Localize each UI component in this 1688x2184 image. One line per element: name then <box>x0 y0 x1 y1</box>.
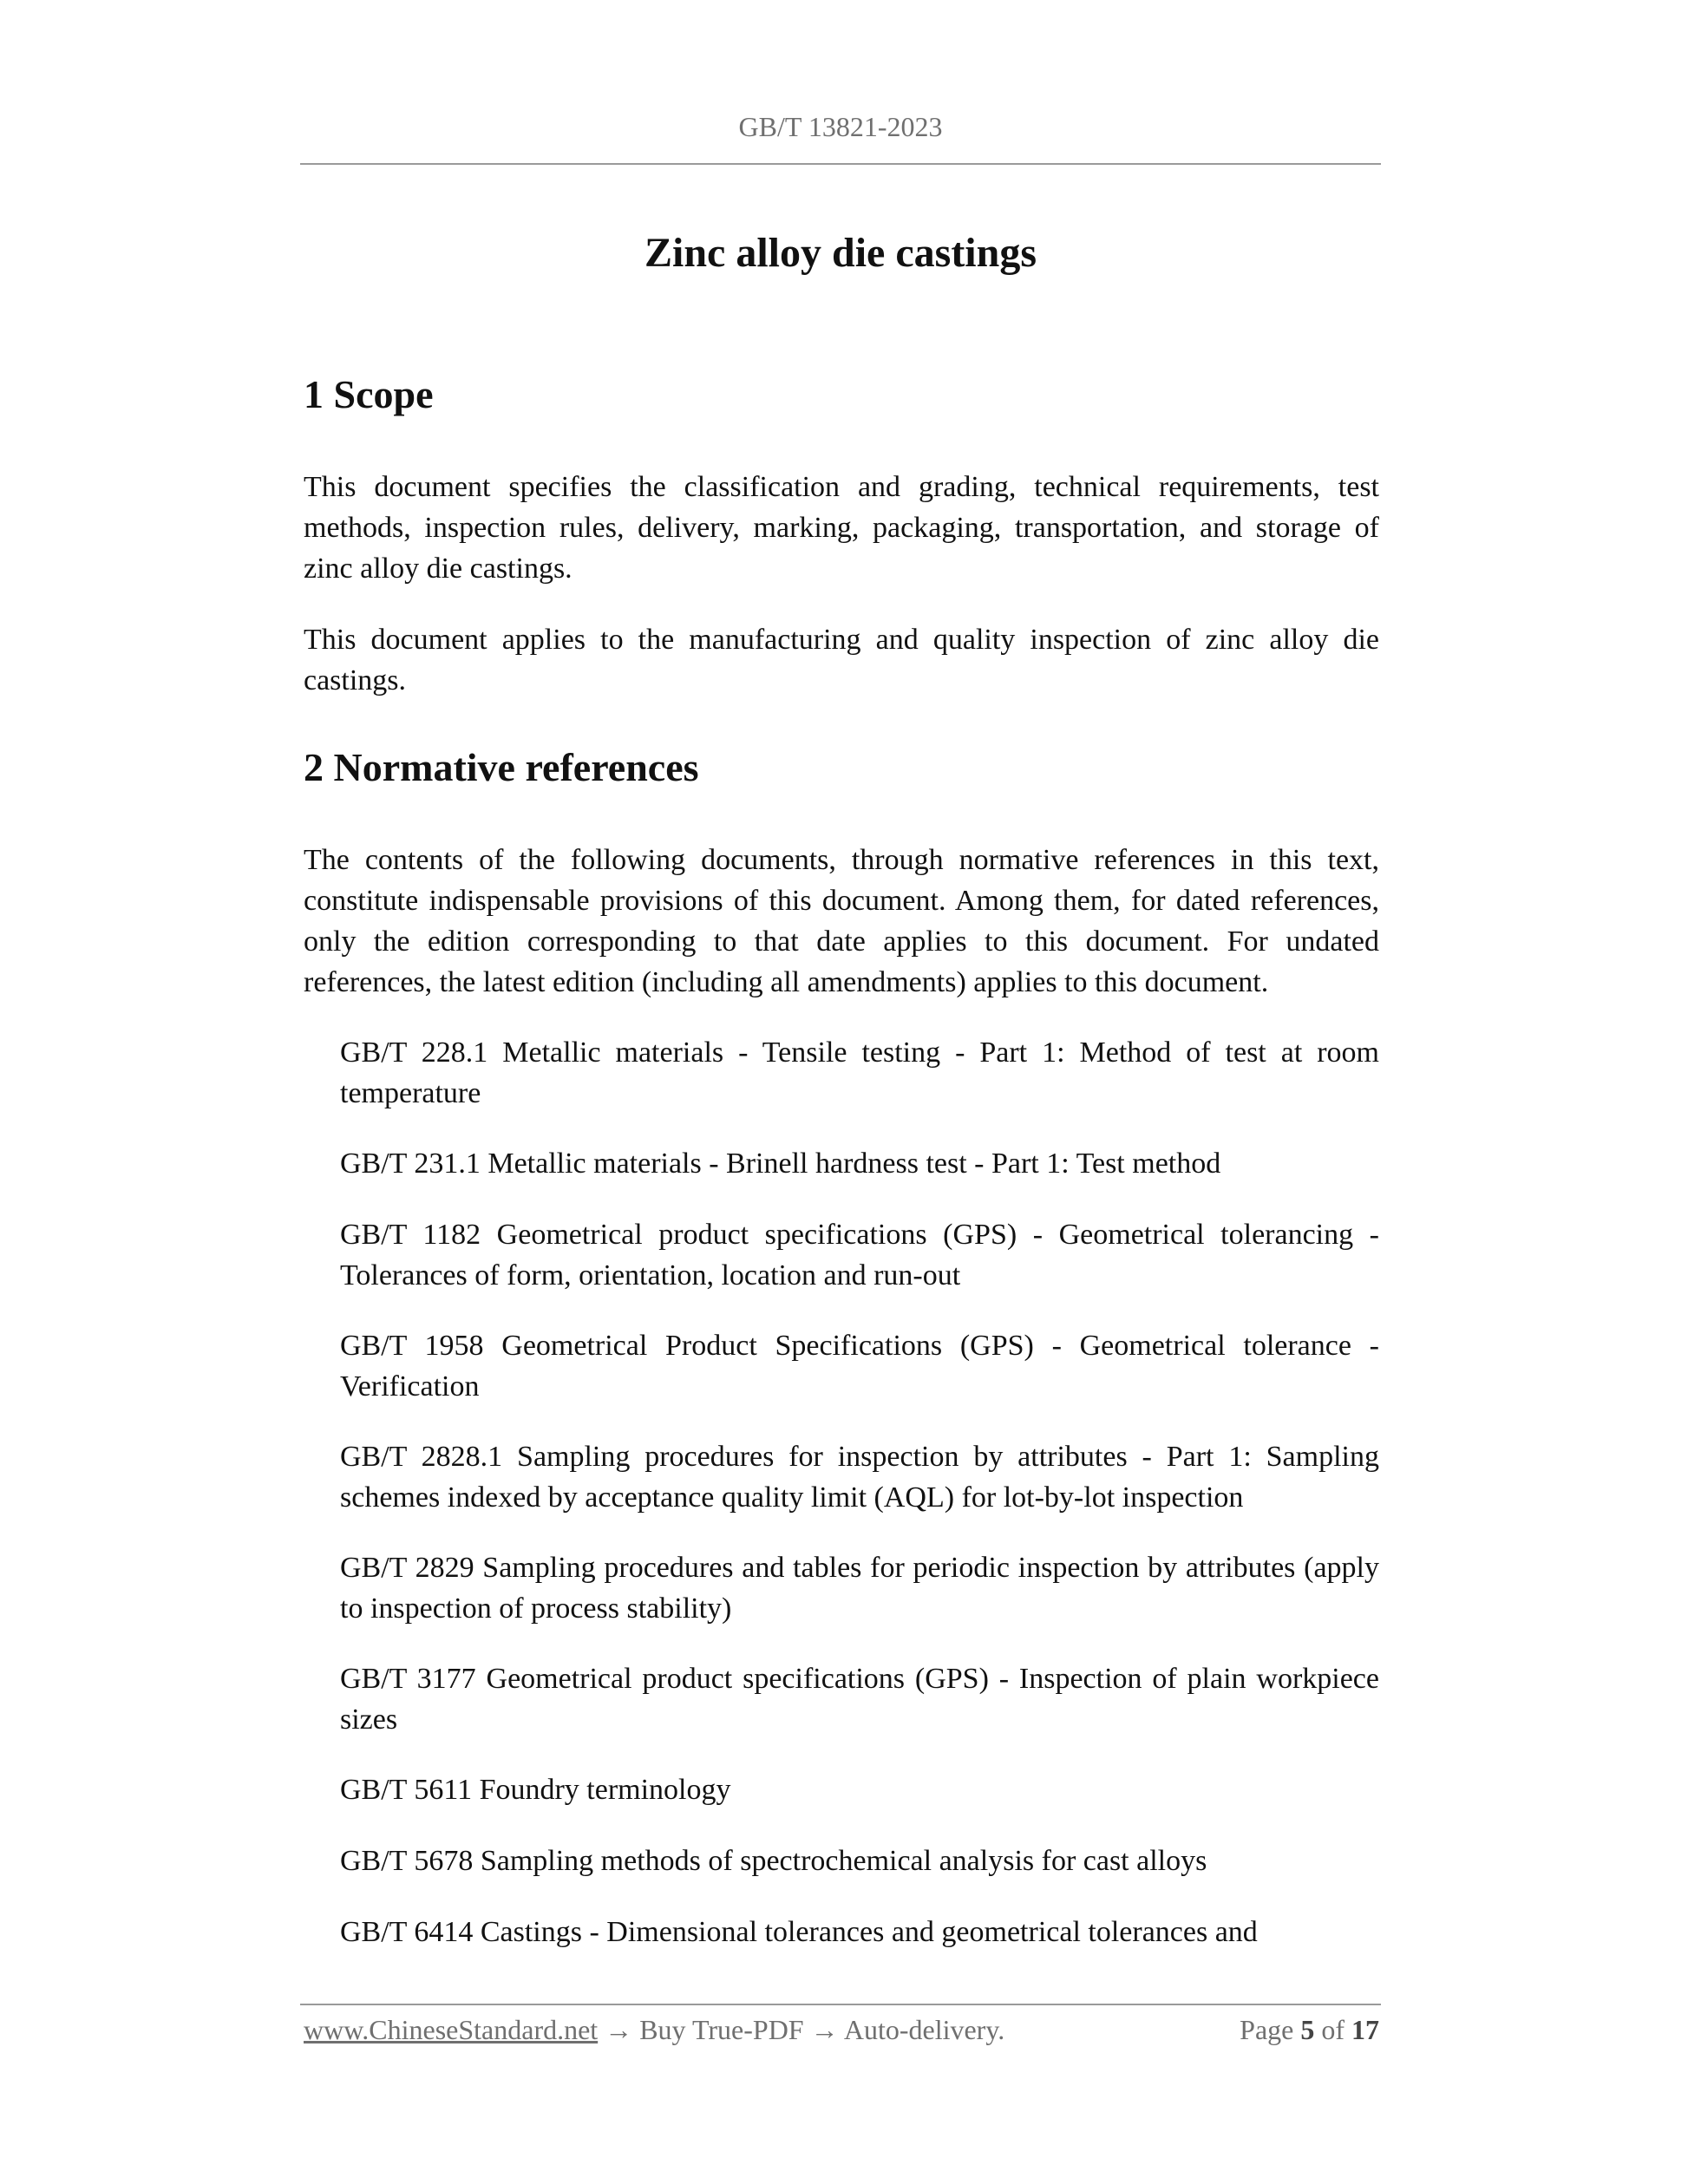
footer-buy-text: Buy True-PDF <box>639 2014 804 2045</box>
header-standard-code: GB/T 13821-2023 <box>738 111 943 142</box>
reference-item: GB/T 2828.1 Sampling procedures for inspection by attributes - Part 1: Sampling schemes indexed by acceptance quality limit (AQL) for lot-by-lot inspection <box>340 1441 1379 1514</box>
reference-item: GB/T 5678 Sampling methods of spectrochemical analysis for cast alloys <box>340 1845 1207 1877</box>
arrow-right-icon: → <box>605 2014 633 2045</box>
section-heading-scope: 1 Scope <box>304 372 434 416</box>
scope-paragraph-2: This document applies to the manufacturing and quality inspection of zinc alloy die castings. <box>304 624 1379 696</box>
header-divider <box>300 163 1381 165</box>
page-label: Page <box>1240 2014 1294 2045</box>
document-title: Zinc alloy die castings <box>644 230 1037 276</box>
scope-paragraph-1: This document specifies the classification and grading, technical requirements, test methods, inspection rules, delivery, marking, packaging, transportation, and storage of zinc alloy die castings. <box>304 471 1379 585</box>
normative-references-intro: The contents of the following documents, through normative references in this text, constitute indispensable provisions of this document. Among them, for dated references, only the edition corresponding to that date applies to this document. For undated references, the latest edition (including all amendments) applies to this document. <box>304 844 1379 998</box>
arrow-right-icon: → <box>810 2014 839 2045</box>
reference-item: GB/T 5611 Foundry terminology <box>340 1774 731 1806</box>
page-footer <box>304 2011 1379 2049</box>
reference-item: GB/T 1182 Geometrical product specifications (GPS) - Geometrical tolerancing - Tolerances of form, orientation, location and run-out <box>340 1219 1379 1291</box>
footer-promo <box>304 2011 1004 2049</box>
reference-item: GB/T 2829 Sampling procedures and tables for periodic inspection by attributes (apply to inspection of process stability) <box>340 1552 1379 1625</box>
reference-item: GB/T 1958 Geometrical Product Specifications (GPS) - Geometrical tolerance - Verification <box>340 1330 1379 1403</box>
reference-item: GB/T 231.1 Metallic materials - Brinell hardness test - Part 1: Test method <box>340 1148 1221 1180</box>
reference-item: GB/T 3177 Geometrical product specifications (GPS) - Inspection of plain workpiece sizes <box>340 1663 1379 1736</box>
footer-divider <box>300 2004 1381 2005</box>
page-current: 5 <box>1300 2014 1315 2045</box>
section-heading-normative-references: 2 Normative references <box>304 745 699 789</box>
page-of: of <box>1321 2014 1345 2045</box>
footer-site-link[interactable]: www.ChineseStandard.net <box>304 2014 599 2045</box>
footer-delivery-text: Auto-delivery. <box>843 2014 1005 2045</box>
page-number <box>1240 2011 1379 2049</box>
reference-item: GB/T 6414 Castings - Dimensional tolerances and geometrical tolerances and <box>340 1916 1258 1948</box>
reference-item: GB/T 228.1 Metallic materials - Tensile testing - Part 1: Method of test at room temperature <box>340 1036 1379 1109</box>
page-total: 17 <box>1351 2014 1379 2045</box>
